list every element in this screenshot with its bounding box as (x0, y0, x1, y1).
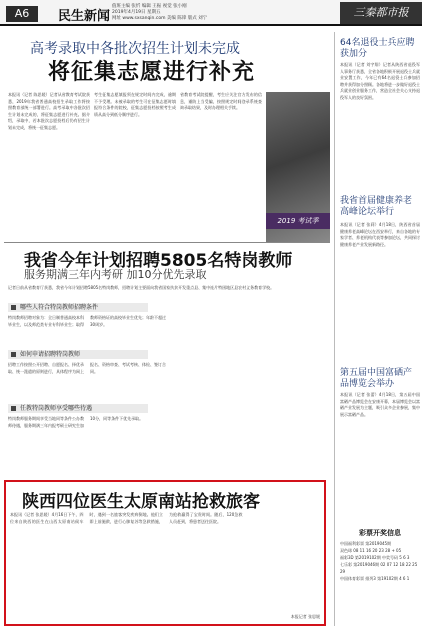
header-website: 网址 www.sxsanqin.com (112, 16, 166, 21)
story2-title: 我省今年计划招聘5805名特岗教师 (24, 251, 293, 271)
section-title: 民生新闻 (58, 9, 111, 24)
lottery-line: 福彩3D 第2019102期 中奖号码 5 6 3 (340, 555, 410, 560)
right-mid-title: 我省首届健康养老高峰论坛举行 (340, 196, 413, 217)
right-low-title: 第五届中国富硒产品博览会举办 (340, 368, 413, 389)
story2-body-3: 特岗教师服务期间享受当地同等条件公办教师待遇，服务期满三年内报考硕士研究生加10分，同等条件下优先录取。 (8, 416, 144, 428)
story2-section-3: 任教特岗教师享受哪些待遇 (8, 404, 148, 413)
story1-col1: 本报讯（记者 陈思媛）记者从省教育考试院获悉，2019年我省普通高校招生录取工作将按照教育部统一部署进行。高考录取中各批次招生计划未完成的，将征集志愿进行补充。据介绍，录取中，若本批次志愿投档后仍有招生计划未完成，将统一征集志愿。 (8, 92, 90, 130)
right-low-body: 本报讯（记者 张蕾）4月18日，第五届中国富硒产品博览会在安康开幕，本届博览会以富硒产业发展为主题，吸引众多企业参展，集中展示富硒产品。 (340, 392, 420, 417)
header-date: 2019年4月19日 星期五 (112, 10, 161, 15)
story2-section-1: 哪些人符合特岗教师招聘条件 (8, 303, 148, 312)
lottery-title: 彩票开奖信息 (359, 529, 401, 537)
story1-col3: 省教育考试院提醒，考生应关注官方发布的信息，谨防上当受骗，按照规定时间登录系统查询录取结果，及时办理相关手续。 (180, 92, 262, 110)
right-top-title: 64名退役士兵应聘获加分 (340, 38, 415, 59)
lottery-line: 双色球 08 11 16 20 23 28 + 05 (340, 548, 402, 553)
lottery-line: 中国福利彩票 第2019045期 (340, 541, 392, 546)
story1-subtitle: 高考录取中各批次招生计划未完成 (30, 41, 240, 57)
lottery-line: 中国体育彩票 排列3 第19102期 4 6 1 (340, 576, 410, 581)
header-meta (112, 4, 342, 22)
page-number: A6 (6, 6, 38, 22)
story-divider (4, 242, 330, 243)
header-staff: 美编 陈锋 版式 刘宁 (166, 16, 208, 21)
story3-title: 陕西四位医生太原南站抢救旅客 (22, 492, 260, 512)
story3-body: 本报讯（记者 张思媛）4月16日下午，四位来自陕西的医生在山西太原南站候车时，遇到一名旅客突发疾病倒地。他们立即上前施救，进行心肺复苏等急救措施，为抢救赢得了宝贵时间。随后，120急救人员赶到，将患者送往医院。 (10, 512, 243, 524)
lottery-line: 七乐彩 第2019046期 02 07 12 18 22 25 29 (340, 562, 418, 574)
right-top-body: 本报讯（记者 刘宇翔）记者从陕西省退役军人事务厅获悉，全省各地积极开展退役士兵就业安置工作，今年已有64名退役士兵参加招聘并获得加分照顾。各地将进一步做好退役士兵就业创业服务工作，营造全社会关心支持退役军人的良好氛围。 (340, 62, 420, 100)
story2-subtitle: 服务期满三年内考研 加10分优先录取 (24, 268, 207, 281)
column-divider (334, 32, 335, 626)
exam-season-badge: 2019 考试季 (266, 213, 330, 229)
story1-title: 将征集志愿进行补充 (48, 60, 256, 85)
story2-lede: 记者日前从省教育厅获悉，我省今年计划招聘5805名特岗教师，招聘计划主要面向我省国家扶贫开发重点县、集中连片特困地区县农村义务教育学校。 (8, 285, 275, 290)
header-editors: 值班主编 张忻 编辑 王振 视觉 张小刚 (112, 4, 187, 9)
newspaper-brand: 三秦都市报 (340, 2, 422, 24)
story2-section-2: 如何申请招聘特岗教师 (8, 350, 148, 359)
story2-body-1: 特岗教师招聘对象为：全日制普通高校本科毕业生，以及师范类专业专科毕业生；取得教师资格证的高校毕业生优先；年龄不超过30周岁。 (8, 315, 166, 327)
story3-byline: 本报记者 张思媛 (290, 614, 320, 619)
story2-body-2: 招聘工作按照公开招聘、自愿报名、择优录取、统一派遣的原则进行，具体程序为网上报名、资格审查、考试考核、体检、签订合同。 (8, 362, 166, 374)
story1-col2: 考生征集志愿填报须在规定时间内完成，逾期不予受理。未被录取的考生可在征集志愿时填报符合条件的院校，征集志愿投档按照考生成绩从高分到低分顺序进行。 (94, 92, 176, 117)
right-mid-body: 本报讯（记者 张莉）4月18日，陕西省首届健康养老高峰论坛在西安举行，来自各地的专家学者、养老机构代表等参加论坛，共同探讨健康养老产业发展新路径。 (340, 222, 420, 247)
lottery-list (340, 540, 420, 624)
